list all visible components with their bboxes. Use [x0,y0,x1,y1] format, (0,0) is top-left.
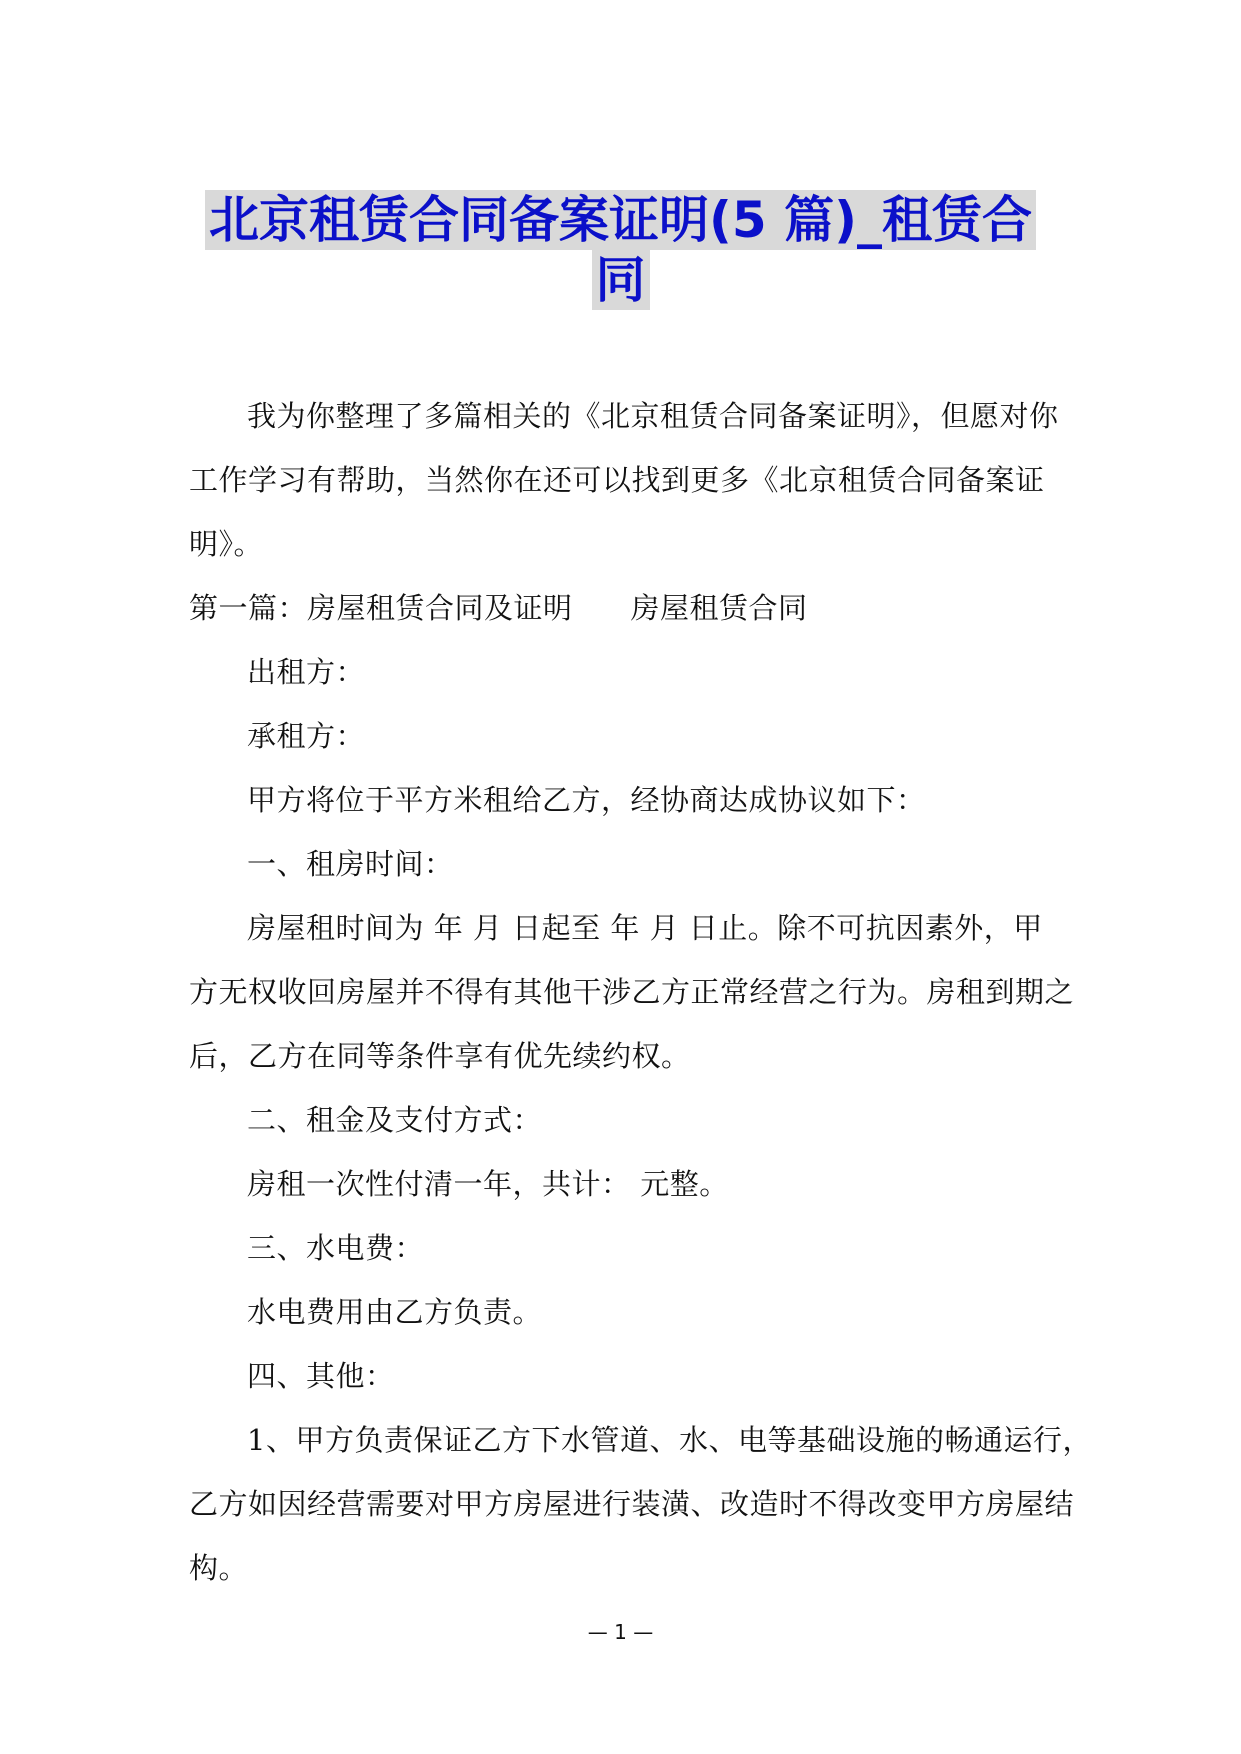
agreement-statement: 甲方将位于平方米租给乙方，经协商达成协议如下： [247,783,926,817]
title-line-1: 北京租赁合同备案证明(5 篇)_租赁合 [205,190,1036,250]
lessor-label: 出租方： [247,655,366,689]
clause-4-item-1-line-1: 1、甲方负责保证乙方下水管道、水、电等基础设施的畅通运行， [247,1423,1092,1457]
page-number: — 1 — [587,1620,654,1644]
clause-1-line-2: 方无权收回房屋并不得有其他干涉乙方正常经营之行为。房租到期之 [189,975,1075,1009]
clause-4-heading: 四、其他： [247,1359,395,1393]
intro-line-1: 我为你整理了多篇相关的《北京租赁合同备案证明》，但愿对你 [247,399,1059,433]
clause-1-line-1: 房屋租时间为 年 月 日起至 年 月 日止。除不可抗因素外，甲 [247,911,1043,945]
document-title [150,190,1091,310]
clause-2-text: 房租一次性付清一年，共计： 元整。 [247,1167,729,1201]
title-line-2: 同 [592,250,650,310]
intro-line-2: 工作学习有帮助，当然你在还可以找到更多《北京租赁合同备案证 [189,463,1045,497]
clause-3-heading: 三、水电费： [247,1231,425,1265]
section-1-heading-row [189,576,1055,640]
lessee-label: 承租方： [247,719,366,753]
clause-1-line-3: 后，乙方在同等条件享有优先续约权。 [189,1039,691,1073]
clause-4-item-1-line-2: 乙方如因经营需要对甲方房屋进行装潢、改造时不得改变甲方房屋结 [189,1487,1075,1521]
clause-2-heading: 二、租金及支付方式： [247,1103,543,1137]
section-1-heading: 第一篇：房屋租赁合同及证明 [189,591,573,625]
clause-3-text: 水电费用由乙方负责。 [247,1295,543,1329]
clause-4-item-1-line-3: 构。 [189,1551,249,1585]
document-body [189,384,1092,1600]
clause-1-heading: 一、租房时间： [247,847,454,881]
section-1-subheading: 房屋租赁合同 [630,591,808,625]
intro-line-3: 明》。 [189,527,264,561]
